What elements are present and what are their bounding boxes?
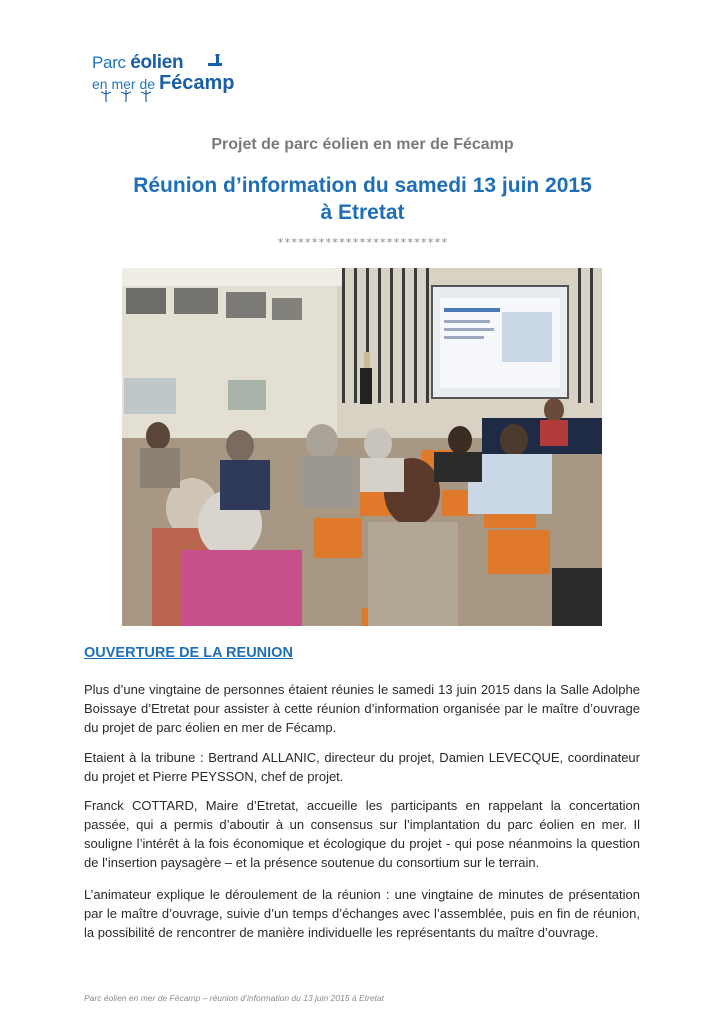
logo: [92, 48, 235, 104]
logo-line-2: en mer de Fécamp: [92, 72, 235, 94]
page-footer: Parc éolien en mer de Fécamp – réunion d’information du 13 juin 2015 à Etretat: [84, 993, 385, 1003]
document-subtitle: Projet de parc éolien en mer de Fécamp: [211, 136, 514, 153]
paragraph-4: L’animateur explique le déroulement de la réunion : une vingtaine de minutes de présentation par le maître d’ouvrage, suivie d’un temps d’échanges avec l’assemblée, puis en fin de réunion, la possibilité de rencontrer de manière individuelle les représentants du maître d’ouvrage.: [84, 887, 640, 940]
meeting-photo: [122, 268, 602, 626]
logo-line-1: Parc éolien: [92, 52, 184, 73]
separator: *************************: [277, 236, 448, 249]
section-heading: OUVERTURE DE LA REUNION: [84, 645, 293, 661]
paragraph-2: Etaient à la tribune : Bertrand ALLANIC, directeur du projet, Damien LEVECQUE, coordinateur du projet et Pierre PEYSSON, chef de projet.: [84, 750, 640, 784]
title-line-1: Réunion d’information du samedi 13 juin 2015: [133, 174, 592, 197]
wind-turbines-icon: [100, 90, 160, 102]
title-line-2: à Etretat: [320, 201, 405, 224]
paragraph-1: Plus d’une vingtaine de personnes étaient réunies le samedi 13 juin 2015 dans la Salle Adolphe Boissaye d’Etretat pour assister à cette réunion d’information organisée par le maître d’ouvrage du projet de parc éolien en mer de Fécamp.: [84, 682, 640, 735]
lighthouse-icon: [208, 54, 222, 66]
paragraph-3: Franck COTTARD, Maire d’Etretat, accueille les participants en rappelant la concertation passée, qui a permis d’aboutir à un consensus sur l’implantation du parc éolien en mer. Il souligne l’intérêt à la fois économique et écologique du projet - qui pose néanmoins la question de l’insertion paysagère – et la présence soutenue du consortium sur le terrain.: [84, 798, 640, 870]
document-title: [0, 172, 725, 226]
